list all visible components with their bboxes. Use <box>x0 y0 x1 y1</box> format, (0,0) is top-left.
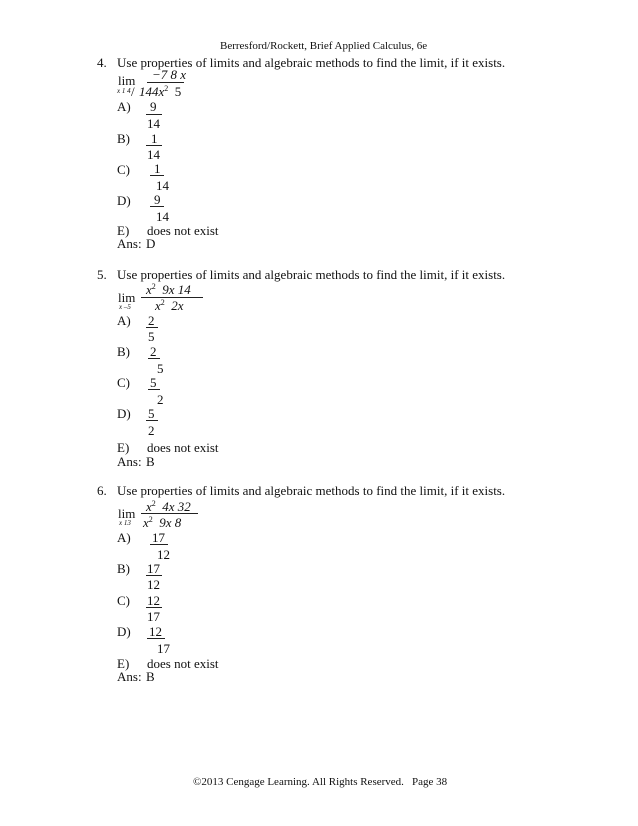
option-a-numerator: 2 <box>148 313 155 328</box>
den-base: 144x <box>139 84 165 99</box>
option-a-denominator: 5 <box>148 329 155 344</box>
question-prompt: Use properties of limits and algebraic methods to find the limit, if it exists. <box>117 55 506 70</box>
option-d-denominator: 14 <box>156 209 169 224</box>
option-label-a: A) <box>117 313 131 328</box>
answer-value: B <box>146 454 155 469</box>
question-prompt: Use properties of limits and algebraic methods to find the limit, if it exists. <box>117 483 506 498</box>
answer-label: Ans: <box>117 454 142 469</box>
option-d-denominator: 2 <box>148 423 155 438</box>
option-b-denominator: 14 <box>147 147 160 162</box>
answer-label: Ans: <box>117 669 142 684</box>
option-b-bar <box>146 575 162 576</box>
answer-value: B <box>146 669 155 684</box>
option-label-b: B) <box>117 131 130 146</box>
den-tail: 9x 8 <box>159 515 182 530</box>
lim-subscript: x 1 4 <box>117 87 131 95</box>
lim-operator: lim <box>118 506 136 521</box>
option-label-c: C) <box>117 593 130 608</box>
option-a-bar <box>146 114 162 115</box>
option-c-denominator: 14 <box>156 178 169 193</box>
option-c-bar <box>148 389 160 390</box>
den-exponent: 2 <box>164 84 169 93</box>
option-e-text: does not exist <box>147 656 219 671</box>
lim-fraction-bar <box>147 82 184 83</box>
den-exponent: 2 <box>160 298 165 307</box>
question-prompt: Use properties of limits and algebraic methods to find the limit, if it exists. <box>117 267 506 282</box>
num-tail: 9x 14 <box>162 282 191 297</box>
num-tail: 4x 32 <box>162 499 191 514</box>
den-tail: 5 <box>174 84 182 99</box>
num-x: x <box>146 282 152 297</box>
question-number: 4. <box>97 55 107 70</box>
lim-subscript: x –5 <box>119 303 131 311</box>
lim-numerator <box>146 283 191 296</box>
den-x: x <box>143 515 149 530</box>
lim-numerator <box>146 500 191 513</box>
option-label-d: D) <box>117 406 131 421</box>
option-b-denominator: 5 <box>157 361 164 376</box>
option-label-d: D) <box>117 624 131 639</box>
question-number: 6. <box>97 483 107 498</box>
option-a-bar <box>146 327 158 328</box>
lim-denominator <box>143 516 181 529</box>
lim-operator: lim <box>118 73 136 88</box>
answer-label: Ans: <box>117 236 142 251</box>
lim-numerator: −7 8 x <box>152 67 187 82</box>
option-b-numerator: 17 <box>147 561 160 576</box>
option-d-bar <box>146 420 158 421</box>
option-b-bar <box>148 358 160 359</box>
option-d-bar <box>150 206 164 207</box>
option-b-numerator: 2 <box>150 344 157 359</box>
option-c-denominator: 2 <box>157 392 164 407</box>
option-a-bar <box>150 544 168 545</box>
option-a-denominator: 14 <box>147 116 160 131</box>
answer-value: D <box>146 236 156 251</box>
den-x: x <box>155 298 161 313</box>
option-c-bar <box>146 607 162 608</box>
option-b-numerator: 1 <box>151 131 158 146</box>
num-exponent: 2 <box>151 499 156 508</box>
option-label-e: E) <box>117 656 130 671</box>
den-exponent: 2 <box>148 515 153 524</box>
option-a-numerator: 17 <box>152 530 165 545</box>
option-a-numerator: 9 <box>150 99 157 114</box>
option-label-d: D) <box>117 193 131 208</box>
option-b-denominator: 12 <box>147 577 160 592</box>
option-label-b: B) <box>117 344 130 359</box>
lim-fraction-bar <box>141 513 198 514</box>
option-label-b: B) <box>117 561 130 576</box>
option-a-denominator: 12 <box>157 547 170 562</box>
option-label-a: A) <box>117 99 131 114</box>
option-label-a: A) <box>117 530 131 545</box>
option-d-denominator: 17 <box>157 641 170 656</box>
option-b-bar <box>146 145 162 146</box>
footer-copyright: ©2013 Cengage Learning. All Rights Reserved. <box>193 776 404 788</box>
option-c-numerator: 12 <box>147 593 160 608</box>
option-c-numerator: 5 <box>150 375 157 390</box>
lim-subscript: x 13 <box>119 519 131 527</box>
option-label-e: E) <box>117 440 130 455</box>
option-e-text: does not exist <box>147 223 219 238</box>
den-tail: 2x <box>171 298 184 313</box>
num-exponent: 2 <box>151 282 156 291</box>
option-label-c: C) <box>117 162 130 177</box>
option-label-e: E) <box>117 223 130 238</box>
lim-denominator <box>155 299 184 312</box>
option-d-numerator: 9 <box>154 192 161 207</box>
option-d-bar <box>147 638 165 639</box>
lim-operator: lim <box>118 290 136 305</box>
lim-denominator <box>139 85 181 98</box>
option-e-text: does not exist <box>147 440 219 455</box>
option-d-numerator: 12 <box>149 624 162 639</box>
footer-page-number: Page 38 <box>412 776 448 788</box>
option-c-denominator: 17 <box>147 609 160 624</box>
num-x: x <box>146 499 152 514</box>
running-header: Berresford/Rockett, Brief Applied Calculus, 6e <box>220 40 428 52</box>
question-number: 5. <box>97 267 107 282</box>
option-label-c: C) <box>117 375 130 390</box>
option-d-numerator: 5 <box>148 406 155 421</box>
option-c-bar <box>150 175 164 176</box>
lim-slash: / <box>131 84 135 99</box>
option-c-numerator: 1 <box>154 161 161 176</box>
